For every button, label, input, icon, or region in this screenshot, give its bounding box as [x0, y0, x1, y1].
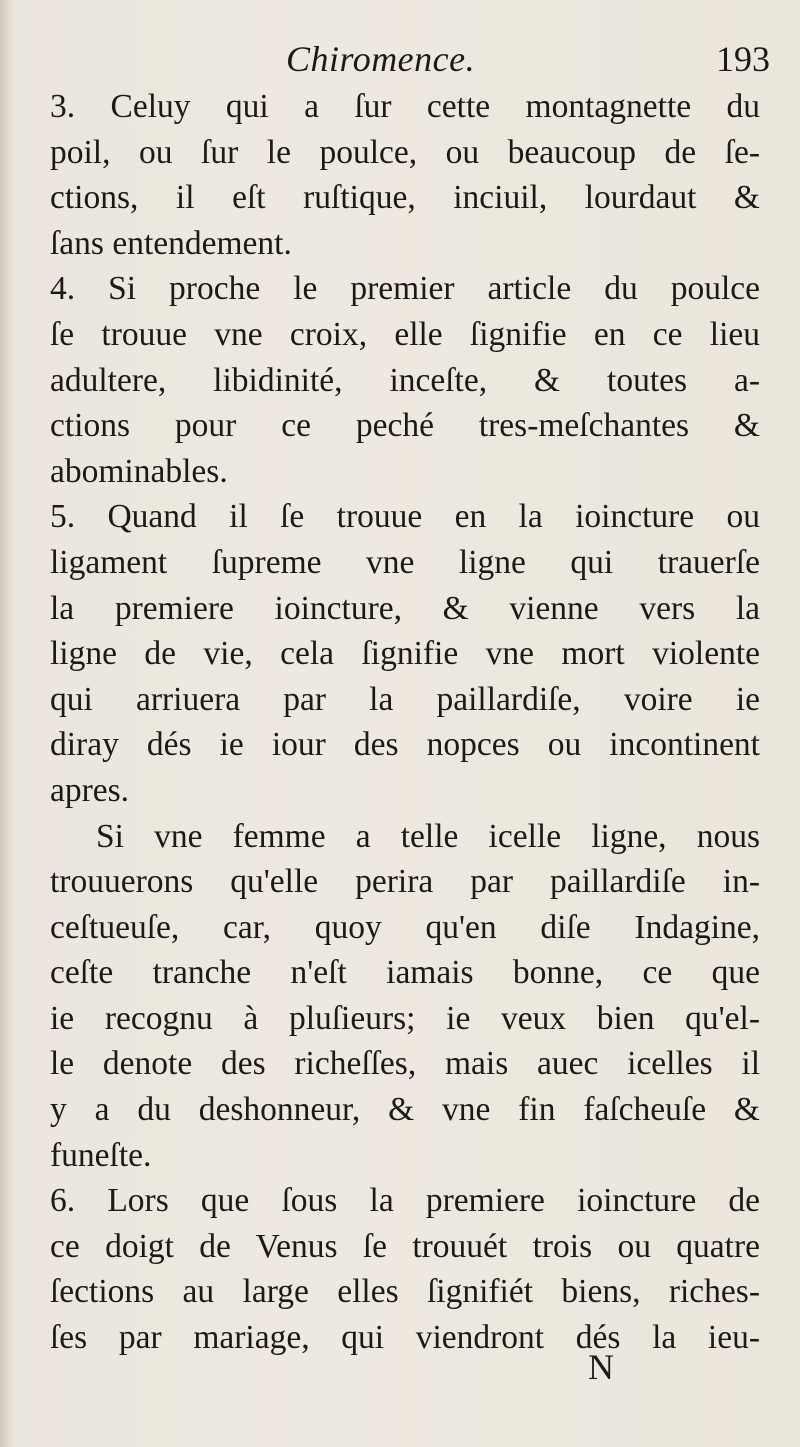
- text-line: ceſtueuſe, car, quoy qu'en diſe Indagine,: [50, 908, 760, 946]
- text-line: 6. Lors que ſous la premiere ioincture de: [50, 1182, 760, 1220]
- text-line: trouuerons qu'elle perira par paillardiſe in-: [50, 863, 760, 901]
- text-line: funeſte.: [50, 1136, 152, 1174]
- text-line: ctions pour ce peché tres-meſchantes &: [50, 407, 760, 445]
- text-line: la premiere ioincture, & vienne vers la: [50, 589, 760, 627]
- text-line: adultere, libidinité, inceſte, & toutes a-: [50, 361, 760, 399]
- text-line: apres.: [50, 771, 130, 809]
- text-line: ſections au large elles ſignifiét biens, riches-: [50, 1273, 760, 1311]
- text-line: qui arriuera par la paillardiſe, voire ie: [50, 680, 760, 718]
- page-number: 193: [716, 39, 770, 79]
- text-line: ctions, il eſt ruſtique, inciuil, lourdaut &: [50, 179, 760, 217]
- text-line: ie recognu à pluſieurs; ie veux bien qu'el-: [50, 999, 760, 1037]
- text-line: ſe trouue vne croix, elle ſignifie en ce lieu: [50, 315, 760, 353]
- text-line: 5. Quand il ſe trouue en la ioincture ou: [50, 498, 760, 536]
- text-line: 4. Si proche le premier article du poulce: [50, 270, 760, 308]
- text-line: ſes par mariage, qui viendront dés la ieu-: [50, 1319, 760, 1357]
- text-line: Si vne femme a telle icelle ligne, nous: [96, 817, 760, 855]
- text-line: diray dés ie iour des nopces ou incontinent: [50, 726, 760, 764]
- body-text: [50, 84, 760, 1361]
- signature-mark: N: [588, 1347, 614, 1387]
- text-line: ce doigt de Venus ſe trouuét trois ou quatre: [50, 1227, 760, 1265]
- text-line: ceſte tranche n'eſt iamais bonne, ce que: [50, 954, 760, 992]
- text-line: y a du deshonneur, & vne fin faſcheuſe &: [50, 1091, 760, 1129]
- text-line: le denote des richeſſes, mais auec icelles il: [50, 1045, 760, 1083]
- text-line: ligne de vie, cela ſignifie vne mort violente: [50, 635, 760, 673]
- text-line: ſans entendement.: [50, 224, 292, 262]
- text-line: abominables.: [50, 452, 228, 490]
- running-title: Chiromence.: [286, 39, 476, 79]
- text-line: 3. Celuy qui a ſur cette montagnette du: [50, 88, 760, 125]
- text-line: ligament ſupreme vne ligne qui trauerſe: [50, 543, 760, 581]
- running-head: [0, 38, 800, 86]
- text-line: poil, ou ſur le poulce, ou beaucoup de ſe-: [50, 133, 760, 171]
